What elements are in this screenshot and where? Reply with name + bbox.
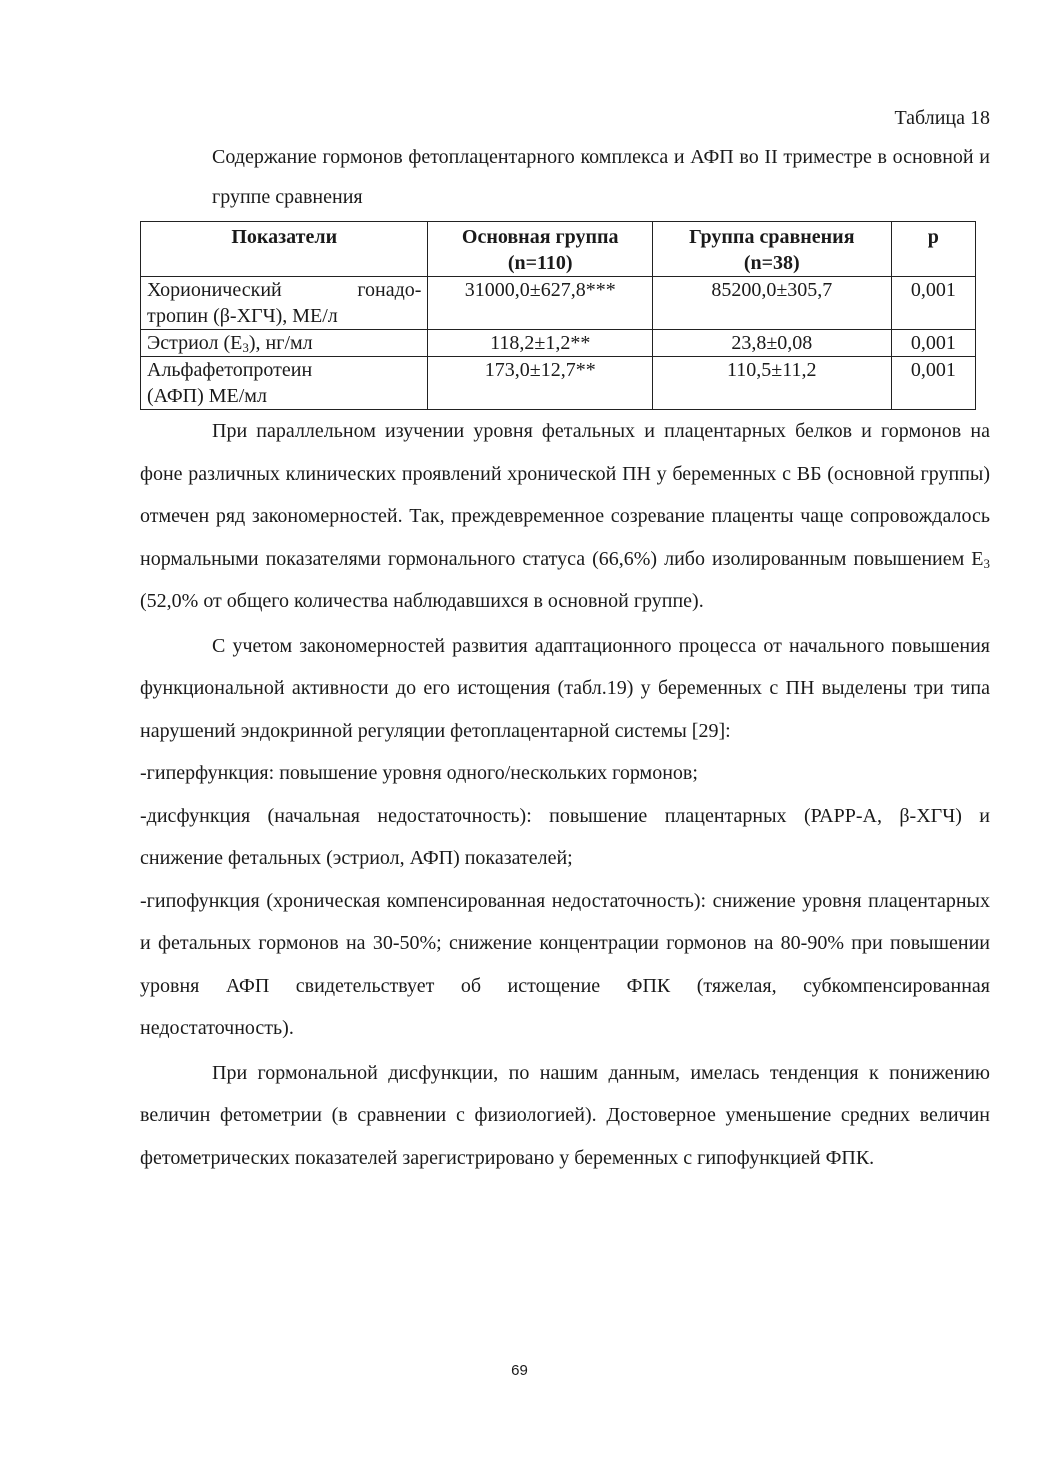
table-header-row <box>141 222 976 277</box>
paragraph-1 <box>140 410 990 623</box>
list-item-hypofunction: -гипофункция (хроническая компенсированная недостаточность): снижение уровня плацентарных и фетальных гормонов на 30-50%; снижение концентрации гормонов на 80-90% при повышении уровня АФП свидетельствует об истощение ФПК (тяжелая, субкомпенсированная недостаточность). <box>140 889 990 1039</box>
list-item-dysfunction: -дисфункция (начальная недостаточность): повышение плацентарных (РАРР-А, β-ХГЧ) и снижение фетальных (эстриол, АФП) показателей; <box>140 804 990 869</box>
cell-p: 0,001 <box>891 277 975 330</box>
cell-comparison-group: 23,8±0,08 <box>652 330 891 357</box>
header-indicators: Показатели <box>141 222 428 277</box>
table-caption: Содержание гормонов фетоплацентарного комплекса и АФП во II триместре в основной и группе сравнения <box>212 146 990 208</box>
document-page <box>140 95 990 1179</box>
paragraph-text: (52,0% от общего количества наблюдавшихся в основной группе). <box>140 590 704 612</box>
table-row <box>141 330 976 357</box>
cell-p: 0,001 <box>891 330 975 357</box>
row-label-part: (АФП) МЕ/мл <box>147 385 267 407</box>
row-label-part: гонадо- <box>357 279 422 301</box>
paragraph-text: При параллельном изучении уровня фетальных и плацентарных белков и гормонов на фоне различных клинических проявлений хронической ПН у беременных с ВБ (основной группы) отмечен ряд закономерностей. Так, преждевременное созревание плаценты чаще сопровождалось нормальными показателями гормонального статуса (66,6%) либо изолированным повышением Е <box>140 420 990 570</box>
cell-p: 0,001 <box>891 357 975 410</box>
row-label-part: Хорионический <box>147 279 282 301</box>
cell-comparison-group: 110,5±11,2 <box>652 357 891 410</box>
row-label <box>141 330 428 357</box>
subscript: 3 <box>983 555 990 571</box>
subscript: 3 <box>242 340 249 355</box>
row-label-part: тропин (β-ХГЧ), МЕ/л <box>147 305 338 327</box>
table-number: Таблица 18 <box>894 107 990 129</box>
row-label <box>141 357 428 410</box>
cell-comparison-group: 85200,0±305,7 <box>652 277 891 330</box>
page-number: 69 <box>511 1362 528 1379</box>
header-main-group: Основная группа (n=110) <box>428 222 652 277</box>
paragraph-2: С учетом закономерностей развития адаптационного процесса от начального повышения функциональной активности до его истощения (табл.19) у беременных с ПН выделены три типа нарушений эндокринной регуляции фетоплацентарной системы [29]: <box>140 634 990 742</box>
table-row <box>141 357 976 410</box>
row-label-part: ), нг/мл <box>248 332 313 354</box>
header-comparison-group: Группа сравнения (n=38) <box>652 222 891 277</box>
hormone-table <box>140 221 976 410</box>
cell-main-group: 173,0±12,7** <box>428 357 652 410</box>
cell-main-group: 31000,0±627,8*** <box>428 277 652 330</box>
paragraph-3: При гормональной дисфункции, по нашим данным, имелась тенденция к понижению величин фетометрии (в сравнении с физиологией). Достоверное уменьшение средних величин фетометрических показателей зарегистрировано у беременных с гипофункцией ФПК. <box>140 1061 990 1169</box>
table-row <box>141 277 976 330</box>
row-label-part: Альфафетопротеин <box>147 359 313 381</box>
cell-main-group: 118,2±1,2** <box>428 330 652 357</box>
row-label-part: Эстриол (Е <box>147 332 243 354</box>
list-item-hyperfunction: -гиперфункция: повышение уровня одного/нескольких гормонов; <box>140 762 698 784</box>
header-p: р <box>891 222 975 277</box>
row-label <box>141 277 428 330</box>
